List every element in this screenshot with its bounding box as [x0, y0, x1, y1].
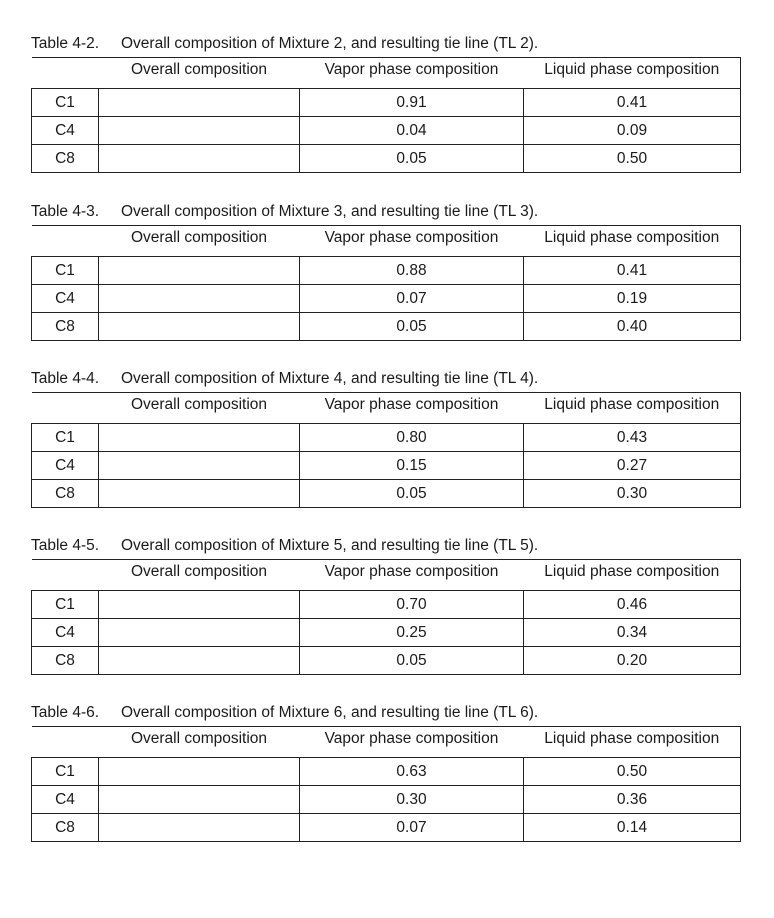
table-row [32, 619, 741, 647]
overall-cell [99, 117, 300, 145]
overall-cell [99, 145, 300, 173]
vapor-cell: 0.04 [300, 117, 524, 145]
table-row [32, 452, 741, 480]
table-caption [31, 369, 538, 389]
header-cell-component [32, 226, 99, 257]
header-cell-overall: Overall composition [99, 727, 300, 758]
table-row [32, 814, 741, 842]
header-cell-liquid: Liquid phase composition [524, 393, 741, 424]
vapor-cell: 0.05 [300, 145, 524, 173]
table-number: Table 4-2. [31, 35, 100, 52]
table-caption [31, 536, 538, 556]
component-cell: C4 [32, 786, 99, 814]
overall-cell [99, 257, 300, 285]
table-row [32, 480, 741, 508]
liquid-cell: 0.40 [524, 313, 741, 341]
table-row [32, 89, 741, 117]
component-cell: C1 [32, 89, 99, 117]
header-cell-component [32, 727, 99, 758]
liquid-cell: 0.41 [524, 89, 741, 117]
header-cell-overall: Overall composition [99, 226, 300, 257]
overall-cell [99, 591, 300, 619]
vapor-cell: 0.80 [300, 424, 524, 452]
header-row [32, 393, 741, 424]
component-cell: C8 [32, 480, 99, 508]
vapor-cell: 0.70 [300, 591, 524, 619]
vapor-cell: 0.91 [300, 89, 524, 117]
table-row [32, 786, 741, 814]
component-cell: C4 [32, 117, 99, 145]
header-cell-overall: Overall composition [99, 393, 300, 424]
vapor-cell: 0.25 [300, 619, 524, 647]
table-row [32, 591, 741, 619]
liquid-cell: 0.50 [524, 145, 741, 173]
header-cell-vapor: Vapor phase composition [300, 58, 524, 89]
header-row [32, 226, 741, 257]
liquid-cell: 0.14 [524, 814, 741, 842]
overall-cell [99, 452, 300, 480]
component-cell: C8 [32, 647, 99, 675]
header-cell-component [32, 58, 99, 89]
liquid-cell: 0.50 [524, 758, 741, 786]
component-cell: C8 [32, 814, 99, 842]
overall-cell [99, 285, 300, 313]
table-number: Table 4-4. [31, 370, 100, 387]
header-cell-vapor: Vapor phase composition [300, 393, 524, 424]
header-cell-liquid: Liquid phase composition [524, 560, 741, 591]
vapor-cell: 0.88 [300, 257, 524, 285]
table-title: Overall composition of Mixture 5, and resulting tie line (TL 5). [121, 537, 539, 554]
overall-cell [99, 619, 300, 647]
component-cell: C1 [32, 591, 99, 619]
component-cell: C8 [32, 313, 99, 341]
vapor-cell: 0.07 [300, 814, 524, 842]
table-row [32, 117, 741, 145]
header-cell-vapor: Vapor phase composition [300, 727, 524, 758]
table-row [32, 647, 741, 675]
header-cell-vapor: Vapor phase composition [300, 226, 524, 257]
component-cell: C8 [32, 145, 99, 173]
liquid-cell: 0.34 [524, 619, 741, 647]
overall-cell [99, 89, 300, 117]
composition-table [31, 225, 741, 341]
header-cell-component [32, 393, 99, 424]
vapor-cell: 0.05 [300, 480, 524, 508]
table-title: Overall composition of Mixture 3, and resulting tie line (TL 3). [121, 203, 539, 220]
liquid-cell: 0.27 [524, 452, 741, 480]
header-row [32, 560, 741, 591]
header-cell-liquid: Liquid phase composition [524, 226, 741, 257]
liquid-cell: 0.43 [524, 424, 741, 452]
table-row [32, 257, 741, 285]
table-number: Table 4-5. [31, 537, 100, 554]
header-row [32, 58, 741, 89]
table-row [32, 424, 741, 452]
composition-table [31, 392, 741, 508]
overall-cell [99, 313, 300, 341]
liquid-cell: 0.46 [524, 591, 741, 619]
table-title: Overall composition of Mixture 6, and resulting tie line (TL 6). [121, 704, 539, 721]
liquid-cell: 0.41 [524, 257, 741, 285]
component-cell: C4 [32, 619, 99, 647]
table-row [32, 313, 741, 341]
table-title: Overall composition of Mixture 4, and resulting tie line (TL 4). [121, 370, 539, 387]
composition-table [31, 57, 741, 173]
table-number: Table 4-3. [31, 203, 100, 220]
composition-table [31, 559, 741, 675]
component-cell: C1 [32, 257, 99, 285]
header-cell-vapor: Vapor phase composition [300, 560, 524, 591]
header-cell-overall: Overall composition [99, 560, 300, 591]
overall-cell [99, 480, 300, 508]
table-row [32, 285, 741, 313]
header-cell-component [32, 560, 99, 591]
table-caption [31, 703, 538, 723]
vapor-cell: 0.05 [300, 647, 524, 675]
table-caption [31, 202, 538, 222]
overall-cell [99, 814, 300, 842]
vapor-cell: 0.63 [300, 758, 524, 786]
component-cell: C4 [32, 452, 99, 480]
liquid-cell: 0.19 [524, 285, 741, 313]
header-cell-liquid: Liquid phase composition [524, 58, 741, 89]
overall-cell [99, 647, 300, 675]
overall-cell [99, 424, 300, 452]
header-row [32, 727, 741, 758]
liquid-cell: 0.30 [524, 480, 741, 508]
liquid-cell: 0.09 [524, 117, 741, 145]
liquid-cell: 0.36 [524, 786, 741, 814]
header-cell-liquid: Liquid phase composition [524, 727, 741, 758]
table-title: Overall composition of Mixture 2, and resulting tie line (TL 2). [121, 35, 539, 52]
header-cell-overall: Overall composition [99, 58, 300, 89]
component-cell: C4 [32, 285, 99, 313]
vapor-cell: 0.15 [300, 452, 524, 480]
vapor-cell: 0.05 [300, 313, 524, 341]
component-cell: C1 [32, 758, 99, 786]
liquid-cell: 0.20 [524, 647, 741, 675]
vapor-cell: 0.30 [300, 786, 524, 814]
overall-cell [99, 758, 300, 786]
table-number: Table 4-6. [31, 704, 100, 721]
table-row [32, 145, 741, 173]
table-caption [31, 34, 538, 54]
table-row [32, 758, 741, 786]
overall-cell [99, 786, 300, 814]
component-cell: C1 [32, 424, 99, 452]
composition-table [31, 726, 741, 842]
vapor-cell: 0.07 [300, 285, 524, 313]
